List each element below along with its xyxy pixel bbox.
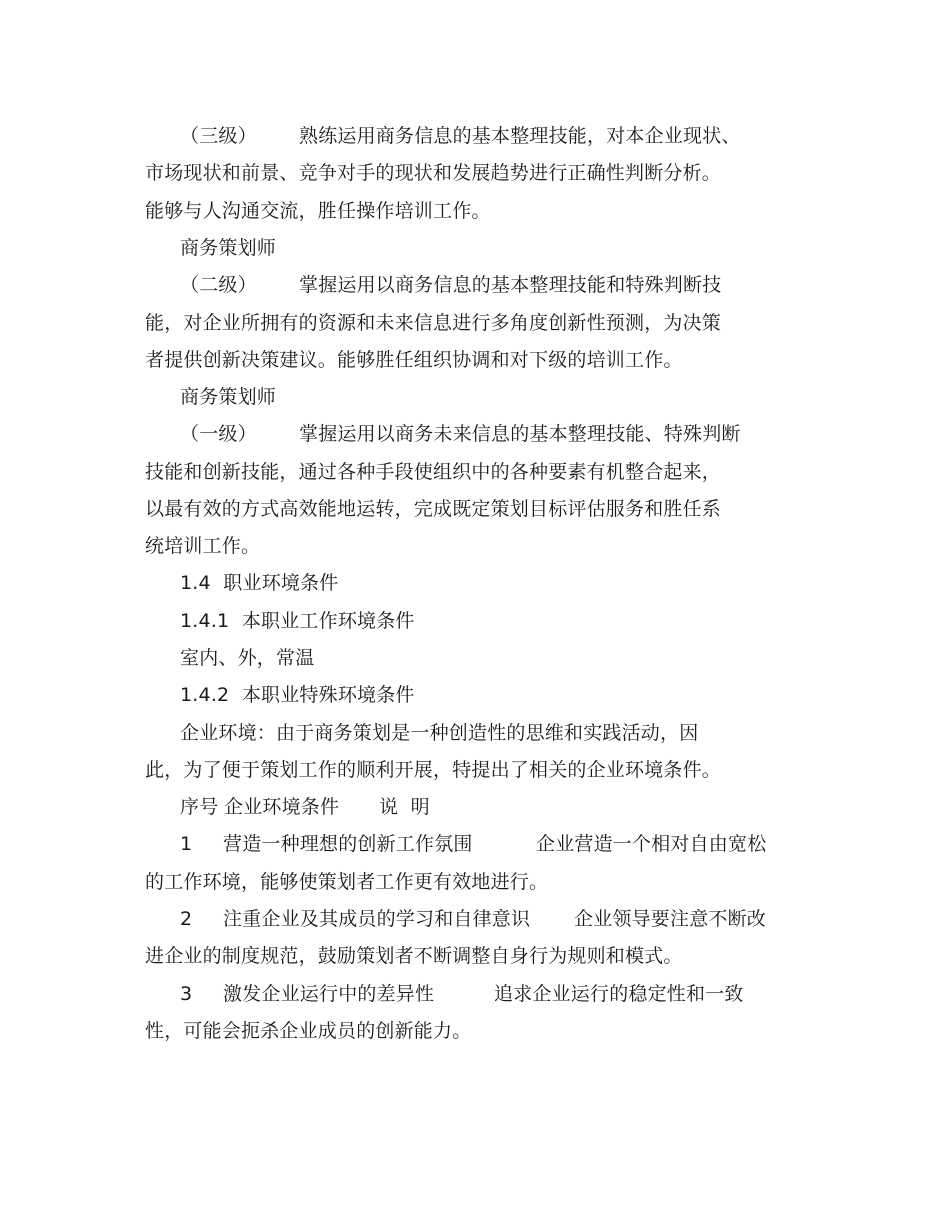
section-text-1-4-1: 室内、外，常温 <box>180 647 315 669</box>
title-level2: 商务策划师 <box>180 237 277 259</box>
level3-paragraph-first-line <box>180 123 741 149</box>
level1-line2: 技能和创新技能，通过各种手段使组织中的各种要素有机整合起来， <box>145 461 722 483</box>
table-row <box>180 906 767 932</box>
table-header-col1: 序号 <box>180 796 219 818</box>
title-level1: 商务策划师 <box>180 386 277 408</box>
row-description-continued: 进企业的制度规范，鼓励策划者不断调整自身行为规则和模式。 <box>145 945 683 967</box>
row-description: 追求企业运行的稳定性和一致 <box>494 983 744 1005</box>
row-number: 1 <box>180 833 193 855</box>
row-description-continued: 的工作环境，能够使策划者工作更有效地进行。 <box>145 871 549 893</box>
row-description-continued: 性，可能会扼杀企业成员的创新能力。 <box>145 1020 472 1042</box>
level2-text: 掌握运用以商务信息的基本整理技能和特殊判断技 <box>299 274 722 296</box>
level1-tag: （一级） <box>180 423 257 445</box>
section-heading-1-4: 1.4 职业环境条件 <box>180 572 339 594</box>
level3-line3: 能够与人沟通交流，胜任操作培训工作。 <box>145 200 491 222</box>
row-description: 企业营造一个相对自由宽松 <box>536 833 767 855</box>
row-condition: 注重企业及其成员的学习和自律意识 <box>223 908 531 930</box>
level2-tag: （二级） <box>180 274 257 296</box>
level3-text: 熟练运用商务信息的基本整理技能，对本企业现状、 <box>299 125 741 147</box>
table-row <box>180 831 767 857</box>
level1-paragraph-first-line <box>180 421 741 447</box>
level1-line4: 统培训工作。 <box>145 535 261 557</box>
row-description: 企业领导要注意不断改 <box>574 908 767 930</box>
row-condition: 营造一种理想的创新工作氛围 <box>223 833 473 855</box>
level2-line3: 者提供创新决策建议。能够胜任组织协调和对下级的培训工作。 <box>145 349 683 371</box>
table-header-col2: 企业环境条件 <box>224 796 340 818</box>
level3-tag: （三级） <box>180 125 257 147</box>
row-condition: 激发企业运行中的差异性 <box>223 983 435 1005</box>
section-heading-1-4-1: 1.4.1 本职业工作环境条件 <box>180 610 415 632</box>
level1-text: 掌握运用以商务未来信息的基本整理技能、特殊判断 <box>299 423 741 445</box>
table-header-col3: 说 明 <box>379 796 430 818</box>
section-heading-1-4-2: 1.4.2 本职业特殊环境条件 <box>180 684 415 706</box>
level3-line2: 市场现状和前景、竞争对手的现状和发展趋势进行正确性判断分析。 <box>145 162 722 184</box>
level2-paragraph-first-line <box>180 272 722 298</box>
env-intro-line2: 此，为了便于策划工作的顺利开展，特提出了相关的企业环境条件。 <box>145 759 722 781</box>
level1-line3: 以最有效的方式高效能地运转，完成既定策划目标评估服务和胜任系 <box>145 498 722 520</box>
row-number: 2 <box>180 908 193 930</box>
table-row <box>180 981 744 1007</box>
row-number: 3 <box>180 983 193 1005</box>
table-header <box>180 794 430 820</box>
env-intro-line1: 企业环境：由于商务策划是一种创造性的思维和实践活动，因 <box>180 722 699 744</box>
level2-line2: 能，对企业所拥有的资源和未来信息进行多角度创新性预测，为决策 <box>145 312 722 334</box>
